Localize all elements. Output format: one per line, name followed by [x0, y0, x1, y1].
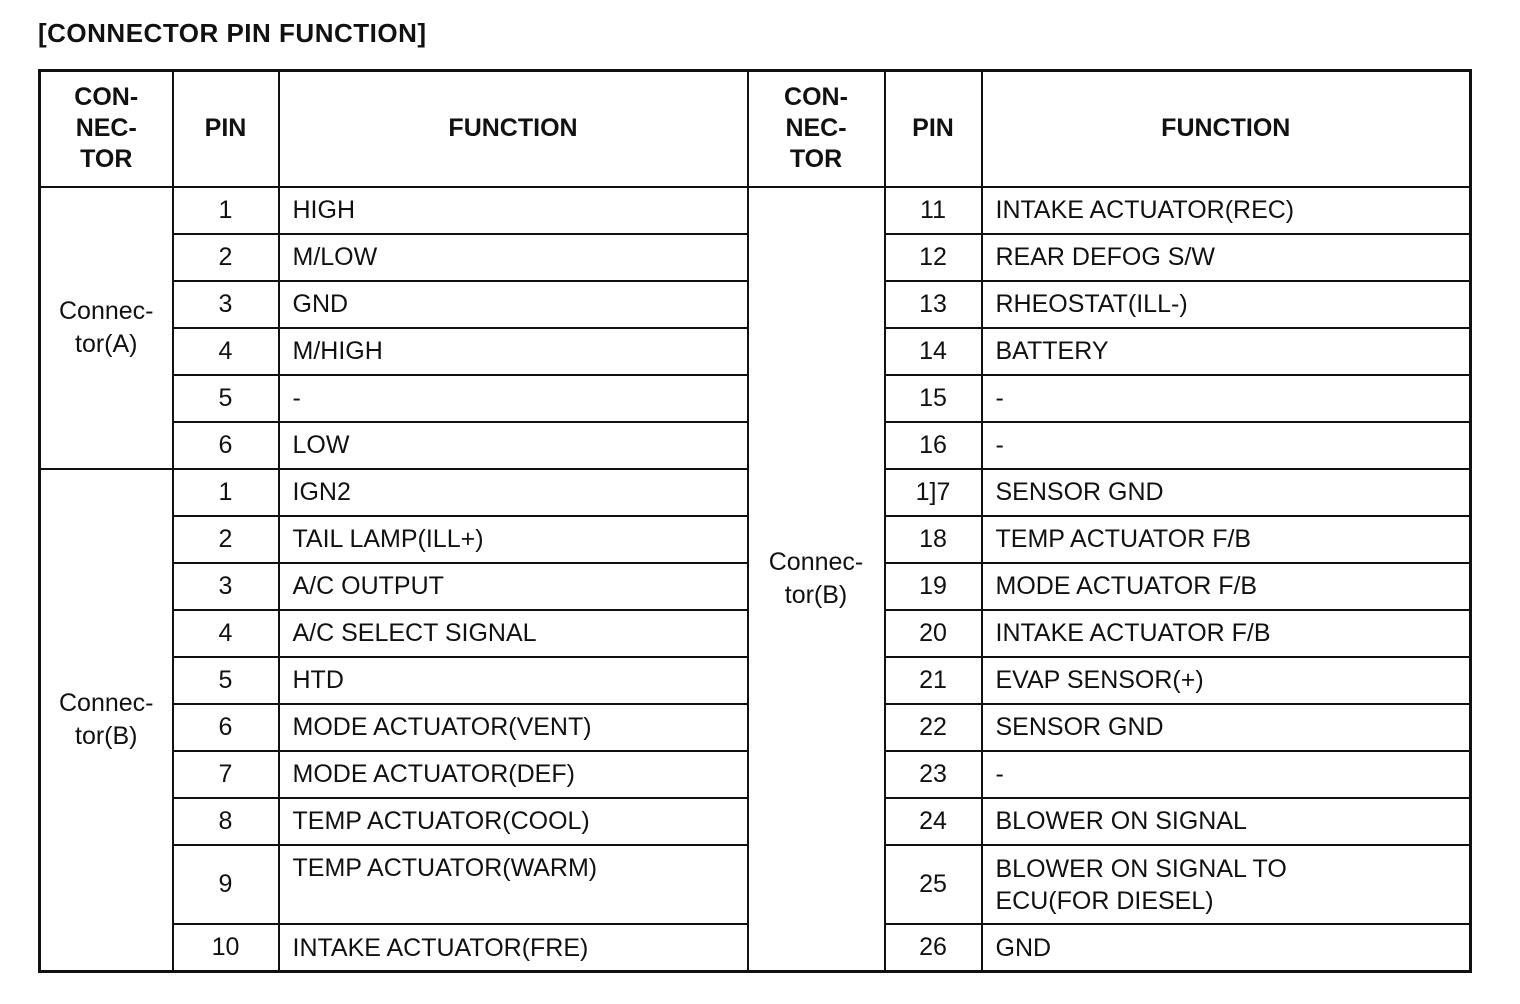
pin-cell: 5	[173, 657, 279, 704]
function-cell: -	[279, 375, 748, 422]
function-cell: IGN2	[279, 469, 748, 516]
function-cell: A/C SELECT SIGNAL	[279, 610, 748, 657]
header-connector-right: CON- NEC- TOR	[748, 71, 885, 187]
function-cell: INTAKE ACTUATOR(FRE)	[279, 924, 748, 971]
pin-cell: 4	[173, 610, 279, 657]
function-cell: SENSOR GND	[982, 704, 1471, 751]
pin-cell: 22	[885, 704, 982, 751]
function-cell: -	[982, 751, 1471, 798]
header-pin-left: PIN	[173, 71, 279, 187]
function-cell: REAR DEFOG S/W	[982, 234, 1471, 281]
pin-cell: 1	[173, 187, 279, 234]
header-function-left: FUNCTION	[279, 71, 748, 187]
pin-cell: 23	[885, 751, 982, 798]
pin-cell: 20	[885, 610, 982, 657]
function-cell: MODE ACTUATOR(VENT)	[279, 704, 748, 751]
function-cell	[982, 845, 1471, 925]
pin-cell: 4	[173, 328, 279, 375]
connector-b-right-label: Connec- tor(B)	[748, 187, 885, 972]
header-connector-left: CON- NEC- TOR	[40, 71, 173, 187]
pin-cell: 1	[173, 469, 279, 516]
pin-cell: 7	[173, 751, 279, 798]
pin-cell: 19	[885, 563, 982, 610]
table-row	[40, 187, 1471, 234]
pin-cell: 3	[173, 563, 279, 610]
pin-cell: 2	[173, 516, 279, 563]
pin-cell: 18	[885, 516, 982, 563]
function-cell: TEMP ACTUATOR(WARM)	[279, 845, 748, 925]
connector-b-left-label: Connec- tor(B)	[40, 469, 173, 972]
pin-cell: 26	[885, 924, 982, 971]
page-title: [CONNECTOR PIN FUNCTION]	[38, 18, 427, 48]
pin-cell: 15	[885, 375, 982, 422]
function-cell: BATTERY	[982, 328, 1471, 375]
header-function-right: FUNCTION	[982, 71, 1471, 187]
pin-cell: 6	[173, 704, 279, 751]
function-cell: MODE ACTUATOR F/B	[982, 563, 1471, 610]
function-cell: -	[982, 422, 1471, 469]
pin-cell: 21	[885, 657, 982, 704]
function-cell: MODE ACTUATOR(DEF)	[279, 751, 748, 798]
function-cell: EVAP SENSOR(+)	[982, 657, 1471, 704]
pin-cell: 2	[173, 234, 279, 281]
function-line-2: ECU(FOR DIESEL)	[995, 886, 1214, 915]
pin-cell: 11	[885, 187, 982, 234]
connector-a-label: Connec- tor(A)	[40, 187, 173, 469]
pin-cell: 3	[173, 281, 279, 328]
function-cell: M/HIGH	[279, 328, 748, 375]
pin-cell: 8	[173, 798, 279, 845]
connector-pin-table	[38, 69, 1472, 973]
pin-cell: 9	[173, 845, 279, 925]
function-cell: TEMP ACTUATOR(COOL)	[279, 798, 748, 845]
function-line-1: BLOWER ON SIGNAL TO	[995, 854, 1287, 883]
function-cell: TAIL LAMP(ILL+)	[279, 516, 748, 563]
function-cell: HTD	[279, 657, 748, 704]
pin-cell: 25	[885, 845, 982, 925]
function-cell: M/LOW	[279, 234, 748, 281]
function-cell: LOW	[279, 422, 748, 469]
pin-cell: 13	[885, 281, 982, 328]
pin-cell: 1]7	[885, 469, 982, 516]
pin-cell: 12	[885, 234, 982, 281]
pin-cell: 5	[173, 375, 279, 422]
pin-cell: 6	[173, 422, 279, 469]
function-cell: GND	[982, 924, 1471, 971]
function-cell: INTAKE ACTUATOR(REC)	[982, 187, 1471, 234]
pin-cell: 16	[885, 422, 982, 469]
function-cell: SENSOR GND	[982, 469, 1471, 516]
pin-cell: 24	[885, 798, 982, 845]
header-pin-right: PIN	[885, 71, 982, 187]
function-cell: BLOWER ON SIGNAL	[982, 798, 1471, 845]
function-cell: HIGH	[279, 187, 748, 234]
header-row	[40, 71, 1471, 187]
function-cell: GND	[279, 281, 748, 328]
function-cell: -	[982, 375, 1471, 422]
function-cell: TEMP ACTUATOR F/B	[982, 516, 1471, 563]
pin-cell: 14	[885, 328, 982, 375]
function-cell: A/C OUTPUT	[279, 563, 748, 610]
function-cell: INTAKE ACTUATOR F/B	[982, 610, 1471, 657]
function-cell: RHEOSTAT(ILL-)	[982, 281, 1471, 328]
pin-cell: 10	[173, 924, 279, 971]
